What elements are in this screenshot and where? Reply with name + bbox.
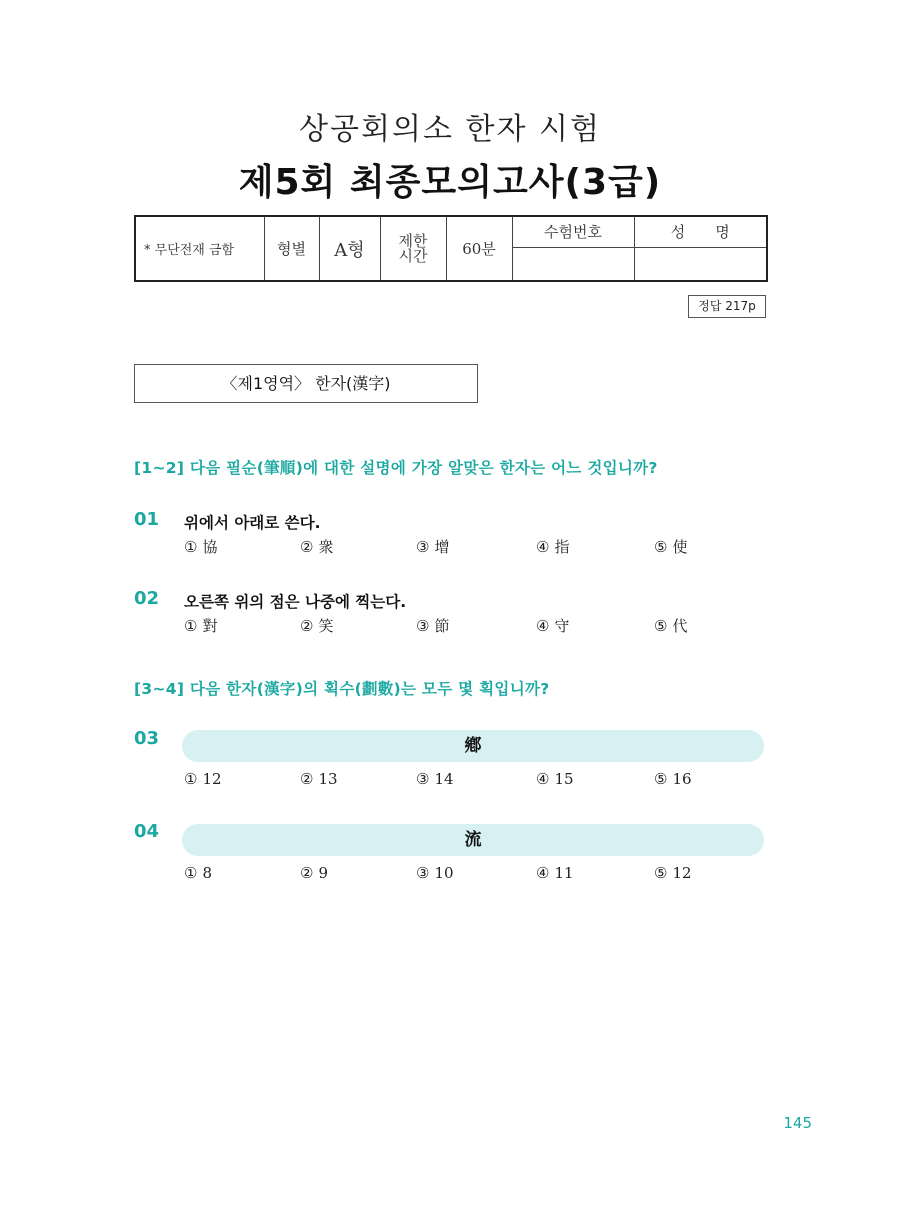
choice-option[interactable]: ④ 守	[536, 617, 570, 635]
choice-option[interactable]: ④ 指	[536, 538, 570, 556]
choice-option[interactable]: ④ 11	[536, 864, 574, 882]
choice-option[interactable]: ① 協	[184, 538, 218, 556]
name-field[interactable]	[634, 247, 767, 281]
choice-option[interactable]: ⑤ 16	[654, 770, 692, 788]
choice-option[interactable]: ③ 10	[416, 864, 454, 882]
time-limit-label	[380, 216, 446, 281]
type-label: 형별	[264, 216, 319, 281]
answer-reference: 정답 217p	[688, 295, 766, 318]
choice-list	[184, 864, 784, 886]
choice-option[interactable]: ② 13	[300, 770, 338, 788]
choice-option[interactable]: ③ 14	[416, 770, 454, 788]
time-limit-label-line2: 시간	[398, 246, 428, 265]
choice-list	[184, 615, 784, 637]
copyright-notice: * 무단전재 금함	[135, 216, 264, 281]
type-value: A형	[319, 216, 380, 281]
time-limit-label-line1: 제한	[398, 231, 428, 250]
exam-info-table	[134, 215, 768, 282]
question-number: 02	[134, 588, 160, 609]
choice-option[interactable]: ① 8	[184, 864, 212, 882]
choice-option[interactable]: ⑤ 12	[654, 864, 692, 882]
choice-option[interactable]: ③ 節	[416, 617, 450, 635]
question-number: 04	[134, 821, 160, 842]
choice-option[interactable]: ① 對	[184, 617, 218, 635]
exam-subtitle: 상공회의소 한자 시험	[299, 112, 601, 147]
time-limit-value: 60분	[446, 216, 512, 281]
choice-option[interactable]: ② 衆	[300, 538, 334, 556]
exam-number-field[interactable]	[512, 247, 634, 281]
choice-option[interactable]: ④ 15	[536, 770, 574, 788]
question-text: 오른쪽 위의 점은 나중에 찍는다.	[184, 593, 407, 611]
question-number: 03	[134, 728, 160, 749]
choice-option[interactable]: ③ 增	[416, 538, 450, 556]
exam-number-label: 수험번호	[512, 216, 634, 247]
instruction-3-4: [3~4] 다음 한자(漢字)의 획수(劃數)는 모두 몇 획입니까?	[134, 680, 550, 698]
choice-option[interactable]: ② 9	[300, 864, 328, 882]
section-heading: 〈제1영역〉 한자(漢字)	[134, 364, 478, 403]
choice-option[interactable]: ⑤ 使	[654, 538, 688, 556]
hanja-display: 鄕	[182, 730, 764, 762]
choice-option[interactable]: ⑤ 代	[654, 617, 688, 635]
exam-title: 제5회 최종모의고사(3급)	[238, 162, 662, 203]
choice-option[interactable]: ② 笑	[300, 617, 334, 635]
question-text: 위에서 아래로 쓴다.	[184, 514, 321, 532]
page-number: 145	[783, 1114, 812, 1132]
choice-list	[184, 770, 784, 792]
question-number: 01	[134, 509, 160, 530]
name-label: 성 명	[634, 216, 767, 247]
choice-option[interactable]: ① 12	[184, 770, 222, 788]
hanja-display: 流	[182, 824, 764, 856]
choice-list	[184, 536, 784, 558]
instruction-1-2: [1~2] 다음 필순(筆順)에 대한 설명에 가장 알맞은 한자는 어느 것입니까?	[134, 459, 658, 477]
